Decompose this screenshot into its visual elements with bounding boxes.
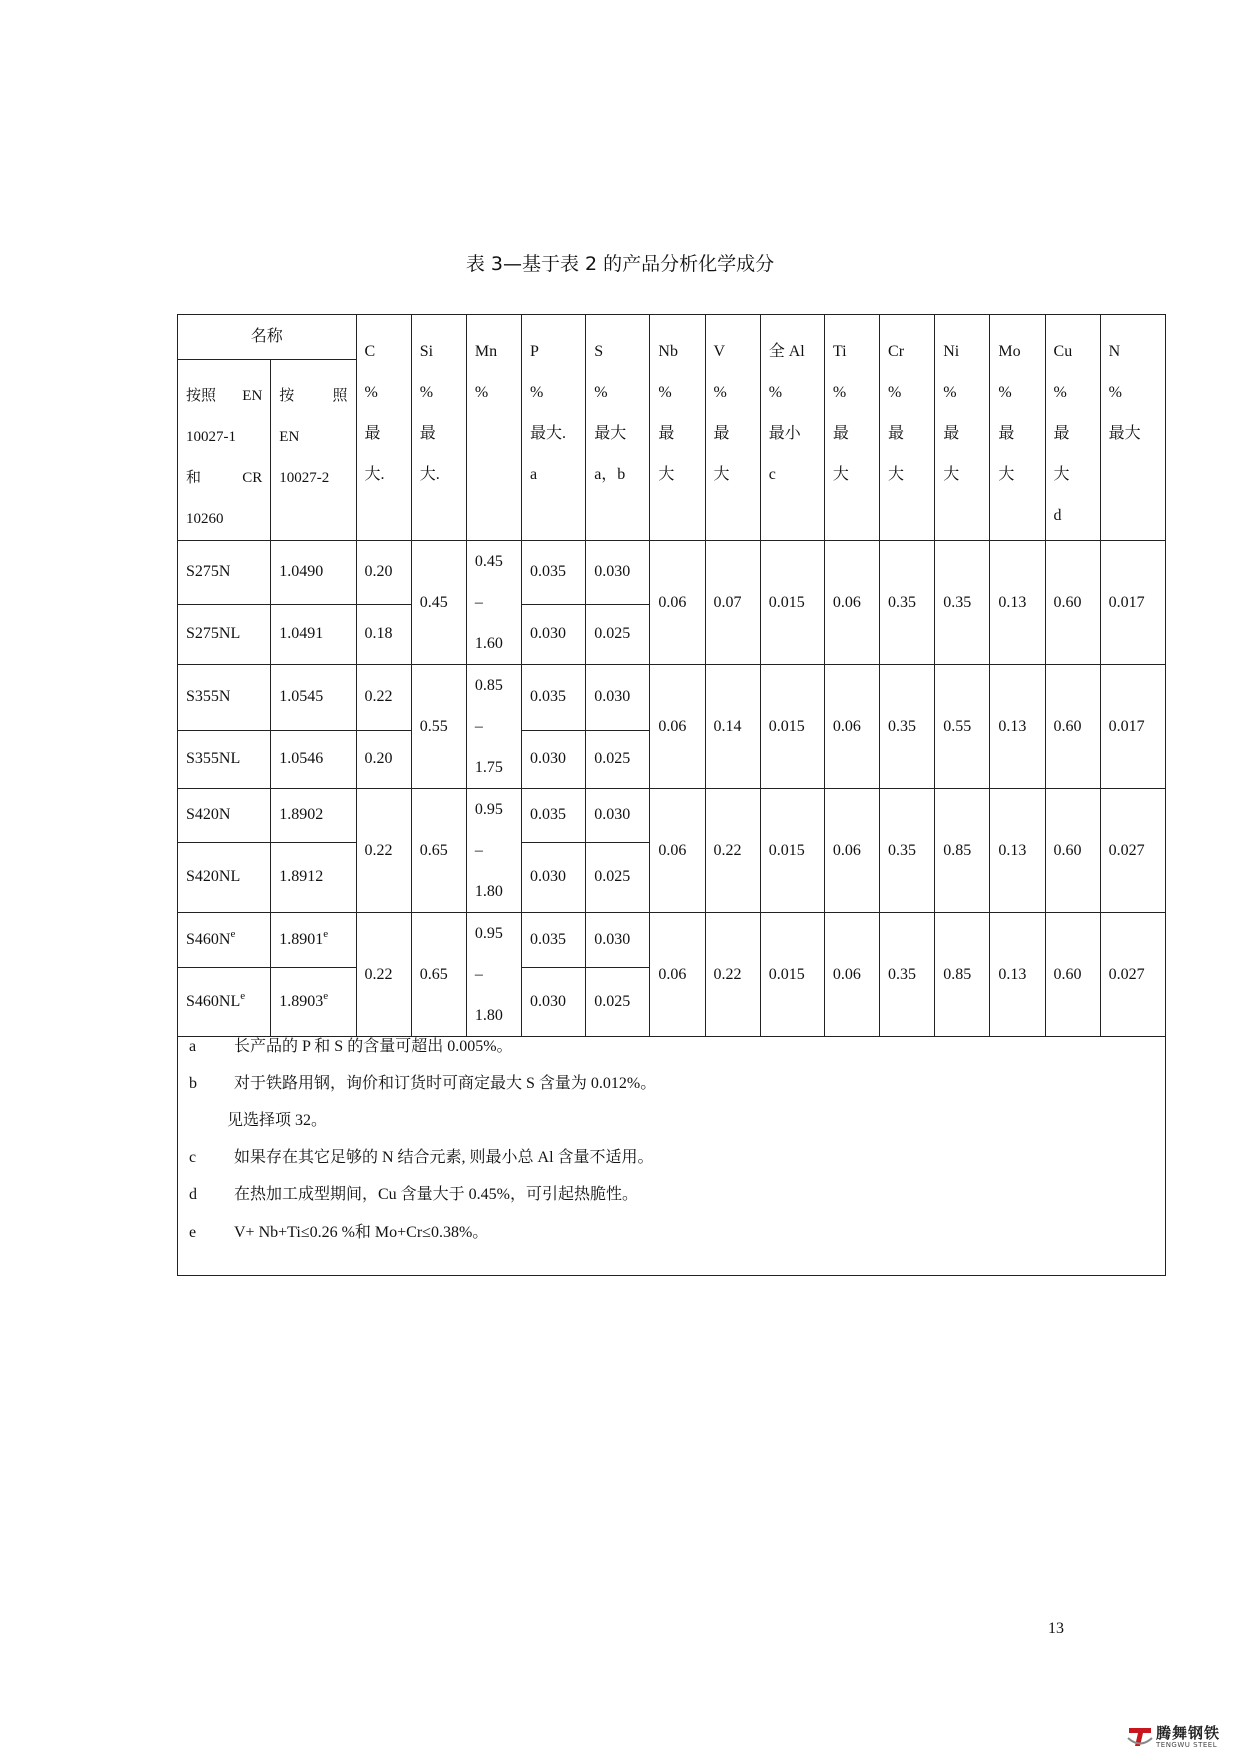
header-line: 最 (364, 425, 381, 442)
v-value: 0.22 (705, 913, 760, 1037)
n-value: 0.027 (1100, 789, 1165, 913)
element-header-1 (411, 315, 466, 541)
nb-value: 0.06 (650, 913, 705, 1037)
footnote-text: 长产品的 P 和 S 的含量可超出 0.005%。 (234, 1038, 513, 1055)
header-line: % (1108, 384, 1122, 401)
mn-line: 0.45 (474, 553, 503, 570)
header-line: 大 (943, 466, 960, 483)
p-value: 0.035 (522, 665, 586, 731)
header-line: Ni (943, 343, 960, 360)
n-value: 0.017 (1100, 665, 1165, 789)
header-line: 大 (832, 466, 849, 483)
s-value: 0.030 (586, 789, 650, 843)
n-value: 0.027 (1100, 913, 1165, 1037)
header-line: 最 (998, 425, 1015, 442)
header-line: a (530, 466, 538, 483)
element-header-3 (522, 315, 586, 541)
mo-value: 0.13 (990, 789, 1045, 913)
header-line: Si (419, 343, 434, 360)
logo-name-en: TENGWU STEEL (1156, 1741, 1218, 1749)
element-header-11 (990, 315, 1045, 541)
s-value: 0.030 (586, 665, 650, 731)
grade-name-text: S275NL (186, 625, 241, 643)
grade-name-text: S420NL (186, 868, 241, 886)
si-value: 0.45 (411, 541, 466, 665)
header-line: 最 (943, 425, 960, 442)
header-line: C (364, 343, 376, 360)
footnote-key: d (189, 1186, 197, 1203)
header-line: % (530, 384, 544, 401)
footnote-text: 在热加工成型期间，Cu 含量大于 0.45%，可引起热脆性。 (234, 1186, 639, 1203)
mn-line: 0.85 (474, 677, 503, 694)
logo-name-cn: 腾舞钢铁 (1156, 1724, 1221, 1742)
page-number: 13 (1048, 1620, 1064, 1637)
header-line: 10260 (186, 511, 224, 527)
header-line: % (998, 384, 1012, 401)
mn-range (466, 665, 521, 789)
ni-value: 0.55 (935, 665, 990, 789)
grade-name (178, 730, 271, 788)
steel-number (271, 913, 356, 968)
element-header-5 (650, 315, 705, 541)
header-line: % (888, 384, 902, 401)
c-value: 0.22 (356, 913, 411, 1037)
grade-name-text: S460N (186, 931, 231, 949)
header-line: N (1108, 343, 1121, 360)
tengwu-logo-icon (1126, 1722, 1154, 1750)
p-value: 0.030 (522, 968, 586, 1037)
header-line: % (713, 384, 727, 401)
mn-line: – (474, 718, 483, 735)
grade-name-text: S420N (186, 806, 231, 824)
cu-value: 0.60 (1045, 913, 1100, 1037)
header-line: % (768, 384, 783, 401)
header-line: % (474, 384, 489, 401)
header-line (186, 458, 262, 499)
header-line: 最 (888, 425, 905, 442)
cr-value: 0.35 (880, 665, 935, 789)
header-line: % (943, 384, 957, 401)
header-line: 10027-2 (279, 470, 330, 486)
grade-name-text: S355NL (186, 750, 241, 768)
header-line: Cr (888, 343, 905, 360)
header-line: a，b (594, 466, 626, 483)
header-line: % (364, 384, 378, 401)
header-line: 最大 (1108, 425, 1141, 442)
table-row (178, 789, 1166, 843)
footnote (189, 1072, 656, 1096)
c-value: 0.20 (356, 541, 411, 605)
mn-line: – (474, 842, 483, 859)
grade-name (178, 789, 271, 843)
element-header-12 (1045, 315, 1100, 541)
s-value: 0.025 (586, 604, 650, 664)
table-title: 表 3—基于表 2 的产品分析化学成分 (465, 253, 775, 275)
grade-name (178, 913, 271, 968)
steel-number-text: 1.8901 (279, 931, 324, 949)
footnotes-box (177, 1025, 1166, 1276)
element-header-9 (880, 315, 935, 541)
footnote-ref: e (323, 990, 329, 1003)
steel-number (271, 541, 356, 605)
header-line: Cu (1053, 343, 1073, 360)
header-line: 最 (419, 425, 436, 442)
footnote (189, 1183, 638, 1207)
footnote (189, 1221, 488, 1245)
element-header-4 (586, 315, 650, 541)
steel-number-text: 1.8903 (279, 993, 324, 1011)
name-header: 名称 (178, 315, 357, 360)
header-line: Mn (474, 343, 498, 360)
footnote (189, 1146, 654, 1170)
header-line: c (768, 466, 776, 483)
chemical-composition-table (177, 314, 1166, 1037)
ni-value: 0.85 (935, 913, 990, 1037)
header-line: % (658, 384, 672, 401)
mn-line: 1.60 (474, 635, 503, 652)
mn-range (466, 789, 521, 913)
al-value: 0.015 (760, 789, 824, 913)
header-line: Ti (832, 343, 847, 360)
header-line: % (1053, 384, 1067, 401)
header-line: 大 (998, 466, 1015, 483)
header-line: 全 Al (768, 343, 805, 360)
p-value: 0.030 (522, 842, 586, 912)
grade-name (178, 665, 271, 731)
si-value: 0.65 (411, 913, 466, 1037)
al-value: 0.015 (760, 541, 824, 665)
header-word: EN (242, 388, 263, 404)
header-word: CR (242, 470, 263, 486)
header-line: 最 (832, 425, 849, 442)
steel-number (271, 789, 356, 843)
mo-value: 0.13 (990, 665, 1045, 789)
p-value: 0.035 (522, 541, 586, 605)
header-line: 大. (419, 466, 440, 483)
header-line: S (594, 343, 604, 360)
si-value: 0.55 (411, 665, 466, 789)
header-line: Mo (998, 343, 1021, 360)
ni-value: 0.35 (935, 541, 990, 665)
header-word: 照 (332, 388, 348, 404)
v-value: 0.14 (705, 665, 760, 789)
element-header-2 (466, 315, 521, 541)
steel-number (271, 730, 356, 788)
table-row (178, 665, 1166, 731)
mn-line: 1.80 (474, 1007, 503, 1024)
grade-name-text: S460NL (186, 993, 241, 1011)
footnote-key: c (189, 1149, 197, 1166)
header-line: P (530, 343, 539, 360)
standard-10027-2-header (271, 360, 356, 541)
s-value: 0.025 (586, 842, 650, 912)
cu-value: 0.60 (1045, 541, 1100, 665)
ti-value: 0.06 (824, 913, 879, 1037)
ti-value: 0.06 (824, 541, 879, 665)
grade-name-text: S275N (186, 563, 231, 581)
header-line: 最 (713, 425, 730, 442)
footnote-key: b (189, 1075, 197, 1092)
header-line: Nb (658, 343, 678, 360)
si-value: 0.65 (411, 789, 466, 913)
element-header-7 (760, 315, 824, 541)
steel-number (271, 842, 356, 912)
mn-range (466, 541, 521, 665)
s-value: 0.025 (586, 968, 650, 1037)
header-line: d (1053, 507, 1062, 524)
s-value: 0.030 (586, 541, 650, 605)
grade-name (178, 604, 271, 664)
header-row (178, 315, 1166, 360)
c-value: 0.22 (356, 789, 411, 913)
mn-line: – (474, 594, 483, 611)
v-value: 0.22 (705, 789, 760, 913)
p-value: 0.035 (522, 913, 586, 968)
header-line: V (713, 343, 726, 360)
cr-value: 0.35 (880, 541, 935, 665)
steel-number-text: 1.0491 (279, 625, 324, 643)
element-header-10 (935, 315, 990, 541)
s-value: 0.025 (586, 730, 650, 788)
standard-10027-1-header (178, 360, 271, 541)
cu-value: 0.60 (1045, 665, 1100, 789)
header-line (186, 376, 262, 417)
header-word: 按 (279, 388, 295, 404)
footnote-ref: e (323, 928, 329, 941)
steel-number (271, 665, 356, 731)
table-row (178, 913, 1166, 968)
cr-value: 0.35 (880, 913, 935, 1037)
element-header-8 (824, 315, 879, 541)
nb-value: 0.06 (650, 541, 705, 665)
steel-number-text: 1.8912 (279, 868, 324, 886)
table-row (178, 541, 1166, 605)
footnote (189, 1035, 513, 1059)
grade-name (178, 842, 271, 912)
mo-value: 0.13 (990, 913, 1045, 1037)
p-value: 0.035 (522, 789, 586, 843)
cu-value: 0.60 (1045, 789, 1100, 913)
p-value: 0.030 (522, 604, 586, 664)
nb-value: 0.06 (650, 789, 705, 913)
c-value: 0.20 (356, 730, 411, 788)
footnote-text: 如果存在其它足够的 N 结合元素, 则最小总 Al 含量不适用。 (234, 1149, 654, 1166)
mn-line: 0.95 (474, 925, 503, 942)
element-header-13 (1100, 315, 1165, 541)
ti-value: 0.06 (824, 665, 879, 789)
header-line: 大 (1053, 466, 1070, 483)
header-line: 最小 (768, 425, 801, 442)
footnote-text: 见选择项 32。 (227, 1112, 328, 1129)
c-value: 0.18 (356, 604, 411, 664)
header-line: EN (279, 429, 300, 445)
header-line: % (419, 384, 434, 401)
header-line: 10027-1 (186, 429, 236, 445)
footnote-key: a (189, 1038, 197, 1055)
header-line: 大 (658, 466, 675, 483)
al-value: 0.015 (760, 913, 824, 1037)
element-header-6 (705, 315, 760, 541)
header-line: 最 (1053, 425, 1070, 442)
header-line: 最大. (530, 425, 567, 442)
header-line: 大 (888, 466, 905, 483)
mo-value: 0.13 (990, 541, 1045, 665)
s-value: 0.030 (586, 913, 650, 968)
footnote-text: V+ Nb+Ti≤0.26 %和 Mo+Cr≤0.38%。 (234, 1224, 489, 1241)
nb-value: 0.06 (650, 665, 705, 789)
header-word: 按照 (186, 388, 217, 404)
mn-line: – (474, 966, 483, 983)
c-value: 0.22 (356, 665, 411, 731)
header-word: 和 (186, 470, 202, 486)
header-line: 大 (713, 466, 730, 483)
footnote-key: e (189, 1224, 197, 1241)
steel-number-text: 1.0490 (279, 563, 324, 581)
n-value: 0.017 (1100, 541, 1165, 665)
steel-number (271, 604, 356, 664)
p-value: 0.030 (522, 730, 586, 788)
grade-name (178, 541, 271, 605)
steel-number-text: 1.8902 (279, 806, 324, 824)
mn-line: 1.75 (474, 759, 503, 776)
v-value: 0.07 (705, 541, 760, 665)
footnote (227, 1109, 327, 1133)
footnote-ref: e (230, 928, 236, 941)
al-value: 0.015 (760, 665, 824, 789)
header-line: 最 (658, 425, 675, 442)
footnote-ref: e (240, 990, 246, 1003)
header-line (279, 376, 347, 417)
mn-line: 1.80 (474, 883, 503, 900)
footnote-text: 对于铁路用钢，询价和订货时可商定最大 S 含量为 0.012%。 (234, 1075, 657, 1092)
header-line: 最大 (594, 425, 627, 442)
mn-range (466, 913, 521, 1037)
grade-name-text: S355N (186, 688, 231, 706)
ti-value: 0.06 (824, 789, 879, 913)
cr-value: 0.35 (880, 789, 935, 913)
company-logo (1126, 1722, 1236, 1752)
steel-number-text: 1.0545 (279, 688, 324, 706)
header-line: % (594, 384, 608, 401)
steel-number-text: 1.0546 (279, 750, 324, 768)
ni-value: 0.85 (935, 789, 990, 913)
header-line: % (832, 384, 847, 401)
element-header-0 (356, 315, 411, 541)
mn-line: 0.95 (474, 801, 503, 818)
header-line: 大. (364, 466, 385, 483)
